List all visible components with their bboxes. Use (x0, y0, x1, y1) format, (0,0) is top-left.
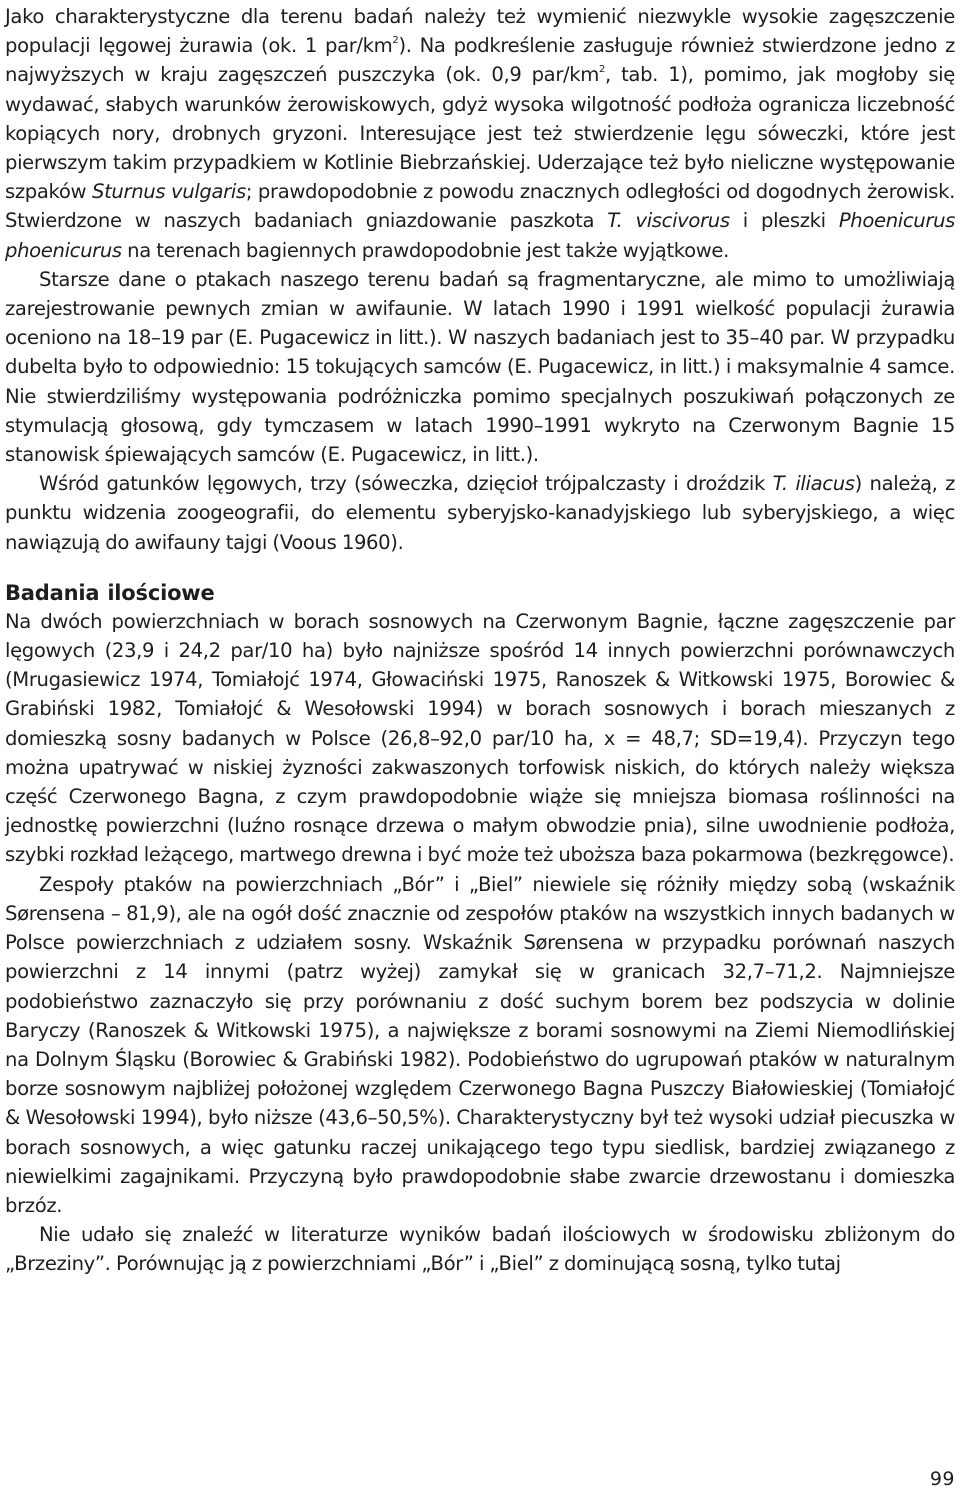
text-run: i pleszki (729, 209, 839, 233)
paragraph-zoogeography (5, 469, 955, 557)
species-name: T. iliacus (772, 472, 855, 496)
paragraph-older-data: Starsze dane o ptakach naszego terenu badań są fragmentaryczne, ale mimo to umożliwiają zarejestrowanie pewnych zmian w awifaunie. W latach 1990 i 1991 wielkość populacji żurawia oceniono na 18–19 par (E. Pugacewicz in litt.). W naszych badaniach jest to 35–40 par. W przypadku dubelta było to odpowiednio: 15 tokujących samców (E. Pugacewicz, in litt.) i maksymalnie 4 samce. Nie stwierdziliśmy występowania podróżniczka pomimo specjalnych poszukiwań połączonych ze stymulacją głosową, gdy tymczasem w latach 1990–1991 wykryto na Czerwonym Bagnie 15 stanowisk śpiewających samców (E. Pugacewicz, in litt.). (5, 267, 955, 467)
text-run: ; prawdopodobnie z powodu znacznych odległości od dogodnych żerowisk. Stwierdzone w naszych badaniach gniazdowanie paszkota (5, 180, 955, 233)
superscript: 2 (392, 35, 399, 47)
paragraph-quantitative-intro: Na dwóch powierzchniach w borach sosnowych na Czerwonym Bagnie, łączne zagęszczenie par lęgowych (23,9 i 24,2 par/10 ha) było najniższe spośród 14 innych powierzchni porównawczych (Mrugasiewicz 1974, Tomiałojć 1974, Głowaciński 1975, Ranoszek & Witkowski 1975, Borowiec & Grabiński 1982, Tomiałojć & Wesołowski 1994) w borach sosnowych i borach mieszanych z domieszką sosny badanych w Polsce (26,8–92,0 par/10 ha, x = 48,7; SD=19,4). Przyczyn tego można upatrywać w niskiej żyzności zakwaszonych torfowisk niskich, do których należy większa część Czerwonego Bagna, z czym prawdopodobnie wiąże się mniejsza biomasa roślinności na jednostkę powierzchni (luźno rosnące drzewa o małym obwodzie pnia), silne uwodnienie podłoża, szybki rozkład leżącego, martwego drewna i być może też uboższa baza pokarmowa (bezkręgowce). (5, 609, 955, 867)
text-run: ) należą, z punktu widzenia zoogeografii, do elementu syberyjsko-kanadyjskiego lub syberyjskiego, a więc nawiązują do awifauny tajgi (Voous 1960). (5, 472, 956, 554)
text-run: Jako charakterystyczne dla terenu badań należy też wymienić niezwykle wysokie zagęszczenie populacji lęgowej żurawia (ok. 1 par/km (5, 5, 955, 58)
document-page (5, 0, 955, 1279)
superscript: 2 (599, 64, 606, 76)
paragraph-birch-forest: Nie udało się znaleźć w literaturze wyników badań ilościowych w środowisku zbliżonym do „Brzeziny”. Porównując ją z powierzchniami „Bór” i „Biel” z dominującą sosną, tylko tutaj (5, 1223, 955, 1276)
text-run: Wśród gatunków lęgowych, trzy (sóweczka, dzięcioł trójpalczasty i droździk (39, 472, 773, 496)
text-run: na terenach bagiennych prawdopodobnie jest także wyjątkowe. (121, 238, 729, 262)
heading-word: ilościowe (107, 580, 215, 605)
species-name: Sturnus vulgaris (92, 180, 246, 204)
species-name: Phoenicurus phoenicurus (5, 209, 956, 262)
heading-word: Badania (5, 580, 100, 605)
section-heading (5, 579, 955, 607)
paragraph-bird-assemblages: Zespoły ptaków na powierzchniach „Bór” i „Biel” niewiele się różniły między sobą (wskaźnik Sørensena – 81,9), ale na ogół dość znacznie od zespołów ptaków na wszystkich innych badanych w Polsce powierzchniach z udziałem sosny. Wskaźnik Sørensena w przypadku porównań naszych powierzchni z 14 innymi (patrz wyżej) zamykał się w granicach 32,7–71,2. Najmniejsze podobieństwo zaznaczyło się przy porównaniu z dość suchym borem bez podszycia w dolinie Baryczy (Ranoszek & Witkowski 1975), a największe z borami sosnowymi na Ziemi Niemodlińskiej na Dolnym Śląsku (Borowiec & Grabiński 1982). Podobieństwo do ugrupowań ptaków w naturalnym borze sosnowym najbliżej położonej względem Czerwonego Bagna Puszczy Białowieskiej (Tomiałojć & Wesołowski 1994), było niższe (43,6–50,5%). Charakterystyczny był też wysoki udział piecuszka w borach sosnowych, a więc gatunku raczej unikającego tego typu siedlisk, bardziej związanego z niewielkimi zagajnikami. Przyczyną było prawdopodobnie słabe zwarcie drzewostanu i domieszka brzóz. (5, 872, 955, 1217)
text-run: , tab. 1), pomimo, jak mogłoby się wydawać, słabych warunków żerowiskowych, gdyż wysoka wilgotność podłoża ogranicza liczebność kopiących nory, drobnych gryzoni. Interesujące jest też stwierdzenie lęgu sóweczki, które jest pierwszym takim przypadkiem w Kotlinie Biebrzańskiej. Uderzające też było nieliczne występowanie szpaków (5, 63, 955, 204)
page-number: 99 (929, 1468, 955, 1490)
text-run: ). Na podkreślenie zasługuje również stwierdzone jedno z najwyższych w kraju zagęszczeń puszczyka (ok. 0,9 par/km (5, 34, 955, 87)
paragraph-crane-density (5, 2, 955, 265)
species-name: T. viscivorus (607, 209, 730, 233)
